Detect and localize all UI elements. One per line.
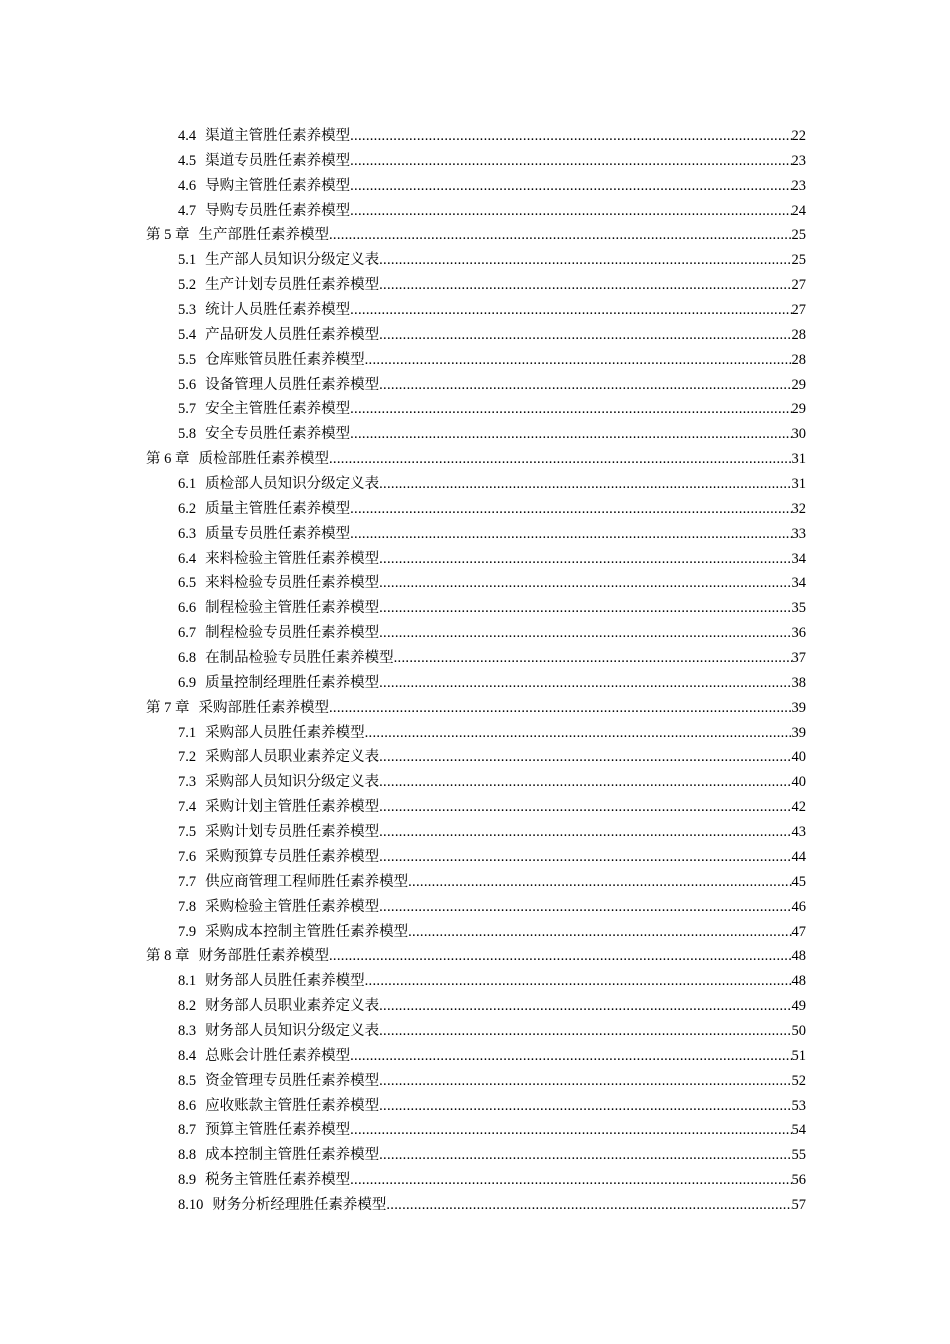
toc-entry-line bbox=[178, 745, 806, 770]
toc-entry-number: 8.5 bbox=[178, 1072, 197, 1089]
toc-section-entry[interactable] bbox=[0, 373, 950, 398]
toc-section-entry[interactable] bbox=[0, 895, 950, 920]
toc-section-entry[interactable] bbox=[0, 770, 950, 795]
toc-dot-leader bbox=[408, 870, 791, 895]
toc-entry-line bbox=[178, 1094, 806, 1119]
toc-section-entry[interactable] bbox=[0, 397, 950, 422]
toc-page-number: 28 bbox=[791, 326, 806, 343]
toc-dot-leader bbox=[379, 547, 791, 572]
toc-entry-line bbox=[178, 248, 806, 273]
toc-entry-title: 财务部胜任素养模型 bbox=[198, 948, 329, 965]
toc-dot-leader bbox=[379, 770, 791, 795]
toc-entry-number: 5.1 bbox=[178, 252, 197, 269]
toc-entry-line bbox=[178, 174, 806, 199]
toc-dot-leader bbox=[408, 920, 791, 945]
toc-dot-leader bbox=[379, 745, 791, 770]
toc-dot-leader bbox=[379, 1143, 791, 1168]
toc-section-entry[interactable] bbox=[0, 745, 950, 770]
toc-page-number: 27 bbox=[791, 302, 806, 319]
toc-entry-number: 8.3 bbox=[178, 1022, 197, 1039]
toc-page-number: 54 bbox=[791, 1122, 806, 1139]
toc-dot-leader bbox=[350, 1118, 791, 1143]
toc-entry-line bbox=[178, 1019, 806, 1044]
toc-dot-leader bbox=[379, 571, 791, 596]
toc-dot-leader bbox=[379, 820, 791, 845]
toc-entry-line bbox=[178, 348, 806, 373]
toc-page-number: 37 bbox=[791, 650, 806, 667]
toc-entry-line bbox=[146, 223, 806, 248]
toc-entry-line bbox=[178, 621, 806, 646]
toc-section-entry[interactable] bbox=[0, 323, 950, 348]
toc-entry-number: 8.9 bbox=[178, 1172, 197, 1189]
toc-entry-number: 7.2 bbox=[178, 749, 197, 766]
toc-entry-number: 7.1 bbox=[178, 724, 197, 741]
toc-entry-number: 8.1 bbox=[178, 973, 197, 990]
toc-section-entry[interactable] bbox=[0, 547, 950, 572]
toc-entry-number: 7.8 bbox=[178, 898, 197, 915]
toc-section-entry[interactable] bbox=[0, 1168, 950, 1193]
toc-entry-title: 质检部胜任素养模型 bbox=[198, 451, 329, 468]
toc-entry-title: 制程检验主管胜任素养模型 bbox=[205, 600, 380, 617]
toc-page-number: 47 bbox=[791, 923, 806, 940]
toc-entry-line bbox=[178, 1143, 806, 1168]
toc-page-number: 32 bbox=[791, 500, 806, 517]
toc-chapter-entry[interactable] bbox=[0, 696, 950, 721]
toc-dot-leader bbox=[350, 298, 791, 323]
toc-entry-number: 7.6 bbox=[178, 848, 197, 865]
toc-entry-title: 质量主管胜任素养模型 bbox=[205, 500, 351, 517]
toc-entry-line bbox=[178, 397, 806, 422]
toc-entry-title: 生产计划专员胜任素养模型 bbox=[205, 277, 380, 294]
toc-section-entry[interactable] bbox=[0, 273, 950, 298]
toc-entry-title: 产品研发人员胜任素养模型 bbox=[205, 326, 380, 343]
toc-entry-number: 8.4 bbox=[178, 1047, 197, 1064]
toc-section-entry[interactable] bbox=[0, 969, 950, 994]
toc-entry-title: 生产部胜任素养模型 bbox=[198, 227, 329, 244]
toc-page-number: 34 bbox=[791, 550, 806, 567]
toc-entry-number: 6.4 bbox=[178, 550, 197, 567]
toc-dot-leader bbox=[329, 223, 792, 248]
toc-page-number: 27 bbox=[791, 277, 806, 294]
toc-page-number: 33 bbox=[791, 525, 806, 542]
toc-entry-number: 5.2 bbox=[178, 277, 197, 294]
toc-entry-number: 4.4 bbox=[178, 128, 197, 144]
toc-entry-number: 8.8 bbox=[178, 1147, 197, 1164]
toc-entry-line bbox=[146, 944, 806, 969]
toc-dot-leader bbox=[379, 994, 791, 1019]
toc-page-number: 34 bbox=[791, 575, 806, 592]
toc-entry-line bbox=[178, 571, 806, 596]
toc-section-entry[interactable] bbox=[0, 472, 950, 497]
toc-page-number: 36 bbox=[791, 625, 806, 642]
toc-entry-number: 第 8 章 bbox=[146, 948, 190, 965]
toc-section-entry[interactable] bbox=[0, 646, 950, 671]
toc-entry-number: 7.4 bbox=[178, 799, 197, 816]
toc-dot-leader bbox=[379, 472, 791, 497]
toc-entry-line bbox=[178, 721, 806, 746]
toc-section-entry[interactable] bbox=[0, 671, 950, 696]
toc-entry-number: 6.1 bbox=[178, 476, 197, 493]
toc-dot-leader bbox=[379, 845, 791, 870]
toc-entry-number: 6.7 bbox=[178, 625, 197, 642]
toc-dot-leader bbox=[394, 646, 792, 671]
toc-entry-line bbox=[178, 1193, 806, 1218]
toc-dot-leader bbox=[365, 969, 792, 994]
toc-entry-line bbox=[178, 920, 806, 945]
toc-entry-number: 7.5 bbox=[178, 824, 197, 841]
toc-section-entry[interactable] bbox=[0, 298, 950, 323]
toc-entry-line bbox=[178, 770, 806, 795]
toc-entry-title: 导购专员胜任素养模型 bbox=[205, 202, 351, 219]
toc-entry-title: 采购检验主管胜任素养模型 bbox=[205, 898, 380, 915]
toc-page-number: 29 bbox=[791, 376, 806, 393]
toc-entry-title: 采购部人员知识分级定义表 bbox=[205, 774, 380, 791]
toc-dot-leader bbox=[379, 323, 791, 348]
toc-entry-number: 5.6 bbox=[178, 376, 197, 393]
toc-entry-title: 采购部人员胜任素养模型 bbox=[205, 724, 365, 741]
toc-entry-title: 供应商管理工程师胜任素养模型 bbox=[205, 873, 409, 890]
toc-page-number: 57 bbox=[791, 1196, 806, 1213]
toc-entry-number: 6.3 bbox=[178, 525, 197, 542]
toc-page-number: 31 bbox=[791, 451, 806, 468]
toc-section-entry[interactable] bbox=[0, 596, 950, 621]
toc-section-entry[interactable] bbox=[0, 199, 950, 224]
toc-entry-line bbox=[146, 447, 806, 472]
toc-entry-number: 第 5 章 bbox=[146, 227, 190, 244]
toc-entry-number: 5.5 bbox=[178, 351, 197, 368]
toc-section-entry[interactable] bbox=[0, 820, 950, 845]
toc-entry-title: 财务部人员知识分级定义表 bbox=[205, 1022, 380, 1039]
toc-page-number: 35 bbox=[791, 600, 806, 617]
toc-entry-title: 采购成本控制主管胜任素养模型 bbox=[205, 923, 409, 940]
toc-dot-leader bbox=[365, 348, 792, 373]
toc-dot-leader bbox=[379, 1019, 791, 1044]
toc-entry-number: 8.10 bbox=[178, 1196, 204, 1213]
toc-dot-leader bbox=[350, 1044, 791, 1069]
toc-section-entry[interactable] bbox=[0, 795, 950, 820]
toc-page-number: 56 bbox=[791, 1172, 806, 1189]
toc-entry-title: 采购计划主管胜任素养模型 bbox=[205, 799, 380, 816]
toc-entry-title: 采购部人员职业素养定义表 bbox=[205, 749, 380, 766]
toc-entry-title: 渠道主管胜任素养模型 bbox=[205, 128, 351, 144]
toc-entry-line bbox=[178, 522, 806, 547]
toc-dot-leader bbox=[379, 671, 791, 696]
toc-page-number: 40 bbox=[791, 774, 806, 791]
toc-dot-leader bbox=[379, 273, 791, 298]
toc-entry-title: 生产部人员知识分级定义表 bbox=[205, 252, 380, 269]
toc-page-number: 46 bbox=[791, 898, 806, 915]
toc-entry-line bbox=[178, 671, 806, 696]
toc-dot-leader bbox=[379, 1094, 791, 1119]
toc-dot-leader bbox=[365, 721, 792, 746]
toc-page-number: 40 bbox=[791, 749, 806, 766]
toc-entry-title: 统计人员胜任素养模型 bbox=[205, 302, 351, 319]
toc-entry-title: 渠道专员胜任素养模型 bbox=[205, 152, 351, 169]
toc-page-number: 48 bbox=[791, 948, 806, 965]
toc-entry-title: 仓库账管员胜任素养模型 bbox=[205, 351, 365, 368]
toc-entry-number: 6.5 bbox=[178, 575, 197, 592]
toc-entry-line bbox=[178, 472, 806, 497]
toc-entry-line bbox=[178, 795, 806, 820]
toc-entry-number: 4.5 bbox=[178, 152, 197, 169]
toc-section-entry[interactable] bbox=[0, 497, 950, 522]
toc-dot-leader bbox=[329, 944, 792, 969]
toc-dot-leader bbox=[350, 199, 791, 224]
toc-entry-line bbox=[178, 1044, 806, 1069]
toc-entry-number: 8.6 bbox=[178, 1097, 197, 1114]
toc-entry-line bbox=[178, 124, 806, 149]
toc-entry-line bbox=[178, 547, 806, 572]
toc-chapter-entry[interactable] bbox=[0, 944, 950, 969]
toc-entry-title: 应收账款主管胜任素养模型 bbox=[205, 1097, 380, 1114]
toc-entry-line bbox=[178, 298, 806, 323]
toc-dot-leader bbox=[379, 1069, 791, 1094]
toc-page-number: 38 bbox=[791, 674, 806, 691]
toc-page-number: 23 bbox=[791, 177, 806, 194]
toc-entry-number: 8.7 bbox=[178, 1122, 197, 1139]
toc-dot-leader bbox=[379, 895, 791, 920]
toc-page-number: 45 bbox=[791, 873, 806, 890]
toc-section-entry[interactable] bbox=[0, 1118, 950, 1143]
toc-page-number: 22 bbox=[791, 128, 806, 144]
toc-page-number: 39 bbox=[791, 724, 806, 741]
toc-entry-title: 安全专员胜任素养模型 bbox=[205, 426, 351, 443]
toc-dot-leader bbox=[379, 795, 791, 820]
toc-entry-number: 6.2 bbox=[178, 500, 197, 517]
toc-dot-leader bbox=[379, 248, 791, 273]
toc-section-entry[interactable] bbox=[0, 1143, 950, 1168]
toc-entry-title: 安全主管胜任素养模型 bbox=[205, 401, 351, 418]
toc-section-entry[interactable] bbox=[0, 870, 950, 895]
toc-entry-line bbox=[178, 870, 806, 895]
table-of-contents bbox=[0, 124, 950, 1218]
toc-section-entry[interactable] bbox=[0, 149, 950, 174]
toc-page-number: 42 bbox=[791, 799, 806, 816]
toc-dot-leader bbox=[379, 621, 791, 646]
toc-entry-title: 质检部人员知识分级定义表 bbox=[205, 476, 380, 493]
toc-dot-leader bbox=[350, 422, 791, 447]
toc-entry-line bbox=[178, 1069, 806, 1094]
toc-dot-leader bbox=[379, 373, 791, 398]
toc-dot-leader bbox=[329, 696, 792, 721]
toc-entry-line bbox=[178, 596, 806, 621]
toc-section-entry[interactable] bbox=[0, 1019, 950, 1044]
toc-entry-title: 在制品检验专员胜任素养模型 bbox=[205, 650, 394, 667]
toc-page-number: 31 bbox=[791, 476, 806, 493]
toc-section-entry[interactable] bbox=[0, 994, 950, 1019]
toc-entry-title: 质量专员胜任素养模型 bbox=[205, 525, 351, 542]
toc-section-entry[interactable] bbox=[0, 124, 950, 149]
toc-entry-number: 5.8 bbox=[178, 426, 197, 443]
toc-section-entry[interactable] bbox=[0, 571, 950, 596]
toc-entry-line bbox=[146, 696, 806, 721]
toc-entry-number: 第 7 章 bbox=[146, 699, 190, 716]
toc-entry-title: 来料检验专员胜任素养模型 bbox=[205, 575, 380, 592]
toc-entry-title: 财务部人员胜任素养模型 bbox=[205, 973, 365, 990]
toc-entry-title: 预算主管胜任素养模型 bbox=[205, 1122, 351, 1139]
toc-dot-leader bbox=[350, 174, 791, 199]
toc-section-entry[interactable] bbox=[0, 1094, 950, 1119]
toc-entry-title: 制程检验专员胜任素养模型 bbox=[205, 625, 380, 642]
toc-entry-number: 6.8 bbox=[178, 650, 197, 667]
toc-entry-title: 税务主管胜任素养模型 bbox=[205, 1172, 351, 1189]
toc-page-number: 55 bbox=[791, 1147, 806, 1164]
toc-page-number: 25 bbox=[791, 227, 806, 244]
toc-entry-line bbox=[178, 373, 806, 398]
toc-page-number: 50 bbox=[791, 1022, 806, 1039]
toc-entry-title: 采购计划专员胜任素养模型 bbox=[205, 824, 380, 841]
toc-page-number: 30 bbox=[791, 426, 806, 443]
toc-entry-title: 成本控制主管胜任素养模型 bbox=[205, 1147, 380, 1164]
toc-page-number: 44 bbox=[791, 848, 806, 865]
toc-entry-line bbox=[178, 646, 806, 671]
toc-entry-line bbox=[178, 497, 806, 522]
toc-section-entry[interactable] bbox=[0, 1193, 950, 1218]
toc-entry-title: 财务分析经理胜任素养模型 bbox=[212, 1196, 387, 1213]
toc-page-number: 52 bbox=[791, 1072, 806, 1089]
toc-page-number: 29 bbox=[791, 401, 806, 418]
toc-page-number: 49 bbox=[791, 998, 806, 1015]
toc-entry-number: 4.7 bbox=[178, 202, 197, 219]
toc-dot-leader bbox=[350, 124, 791, 149]
toc-entry-line bbox=[178, 422, 806, 447]
toc-entry-line bbox=[178, 1168, 806, 1193]
toc-entry-line bbox=[178, 969, 806, 994]
toc-entry-number: 4.6 bbox=[178, 177, 197, 194]
toc-page-number: 48 bbox=[791, 973, 806, 990]
toc-dot-leader bbox=[350, 522, 791, 547]
toc-entry-line bbox=[178, 199, 806, 224]
toc-page-number: 24 bbox=[791, 202, 806, 219]
toc-entry-number: 8.2 bbox=[178, 998, 197, 1015]
toc-dot-leader bbox=[379, 596, 791, 621]
toc-entry-line bbox=[178, 1118, 806, 1143]
toc-entry-number: 5.4 bbox=[178, 326, 197, 343]
toc-entry-line bbox=[178, 820, 806, 845]
toc-chapter-entry[interactable] bbox=[0, 223, 950, 248]
toc-entry-title: 来料检验主管胜任素养模型 bbox=[205, 550, 380, 567]
toc-section-entry[interactable] bbox=[0, 721, 950, 746]
toc-section-entry[interactable] bbox=[0, 174, 950, 199]
toc-entry-number: 6.6 bbox=[178, 600, 197, 617]
toc-entry-title: 采购预算专员胜任素养模型 bbox=[205, 848, 380, 865]
toc-dot-leader bbox=[350, 149, 791, 174]
toc-entry-title: 财务部人员职业素养定义表 bbox=[205, 998, 380, 1015]
toc-section-entry[interactable] bbox=[0, 522, 950, 547]
toc-section-entry[interactable] bbox=[0, 621, 950, 646]
toc-section-entry[interactable] bbox=[0, 1044, 950, 1069]
toc-entry-number: 7.3 bbox=[178, 774, 197, 791]
toc-entry-line bbox=[178, 273, 806, 298]
toc-page-number: 25 bbox=[791, 252, 806, 269]
toc-entry-title: 质量控制经理胜任素养模型 bbox=[205, 674, 380, 691]
toc-section-entry[interactable] bbox=[0, 348, 950, 373]
toc-page-number: 53 bbox=[791, 1097, 806, 1114]
toc-page-number: 39 bbox=[791, 699, 806, 716]
toc-entry-line bbox=[178, 895, 806, 920]
toc-entry-line bbox=[178, 323, 806, 348]
toc-dot-leader bbox=[350, 497, 791, 522]
toc-dot-leader bbox=[329, 447, 792, 472]
toc-chapter-entry[interactable] bbox=[0, 447, 950, 472]
toc-section-entry[interactable] bbox=[0, 248, 950, 273]
toc-entry-number: 7.7 bbox=[178, 873, 197, 890]
toc-entry-title: 总账会计胜任素养模型 bbox=[205, 1047, 351, 1064]
toc-entry-number: 5.3 bbox=[178, 302, 197, 319]
toc-section-entry[interactable] bbox=[0, 920, 950, 945]
toc-entry-line bbox=[178, 845, 806, 870]
toc-section-entry[interactable] bbox=[0, 845, 950, 870]
toc-entry-title: 设备管理人员胜任素养模型 bbox=[205, 376, 380, 393]
toc-entry-number: 5.7 bbox=[178, 401, 197, 418]
toc-page-number: 43 bbox=[791, 824, 806, 841]
toc-page-number: 51 bbox=[791, 1047, 806, 1064]
toc-section-entry[interactable] bbox=[0, 422, 950, 447]
toc-page-number: 23 bbox=[791, 152, 806, 169]
toc-entry-title: 采购部胜任素养模型 bbox=[198, 699, 329, 716]
toc-dot-leader bbox=[350, 397, 791, 422]
toc-entry-number: 7.9 bbox=[178, 923, 197, 940]
toc-section-entry[interactable] bbox=[0, 1069, 950, 1094]
toc-entry-number: 6.9 bbox=[178, 674, 197, 691]
toc-entry-title: 导购主管胜任素养模型 bbox=[205, 177, 351, 194]
toc-entry-number: 第 6 章 bbox=[146, 451, 190, 468]
toc-dot-leader bbox=[386, 1193, 791, 1218]
toc-dot-leader bbox=[350, 1168, 791, 1193]
toc-page-number: 28 bbox=[791, 351, 806, 368]
toc-entry-line bbox=[178, 149, 806, 174]
toc-entry-line bbox=[178, 994, 806, 1019]
toc-entry-title: 资金管理专员胜任素养模型 bbox=[205, 1072, 380, 1089]
